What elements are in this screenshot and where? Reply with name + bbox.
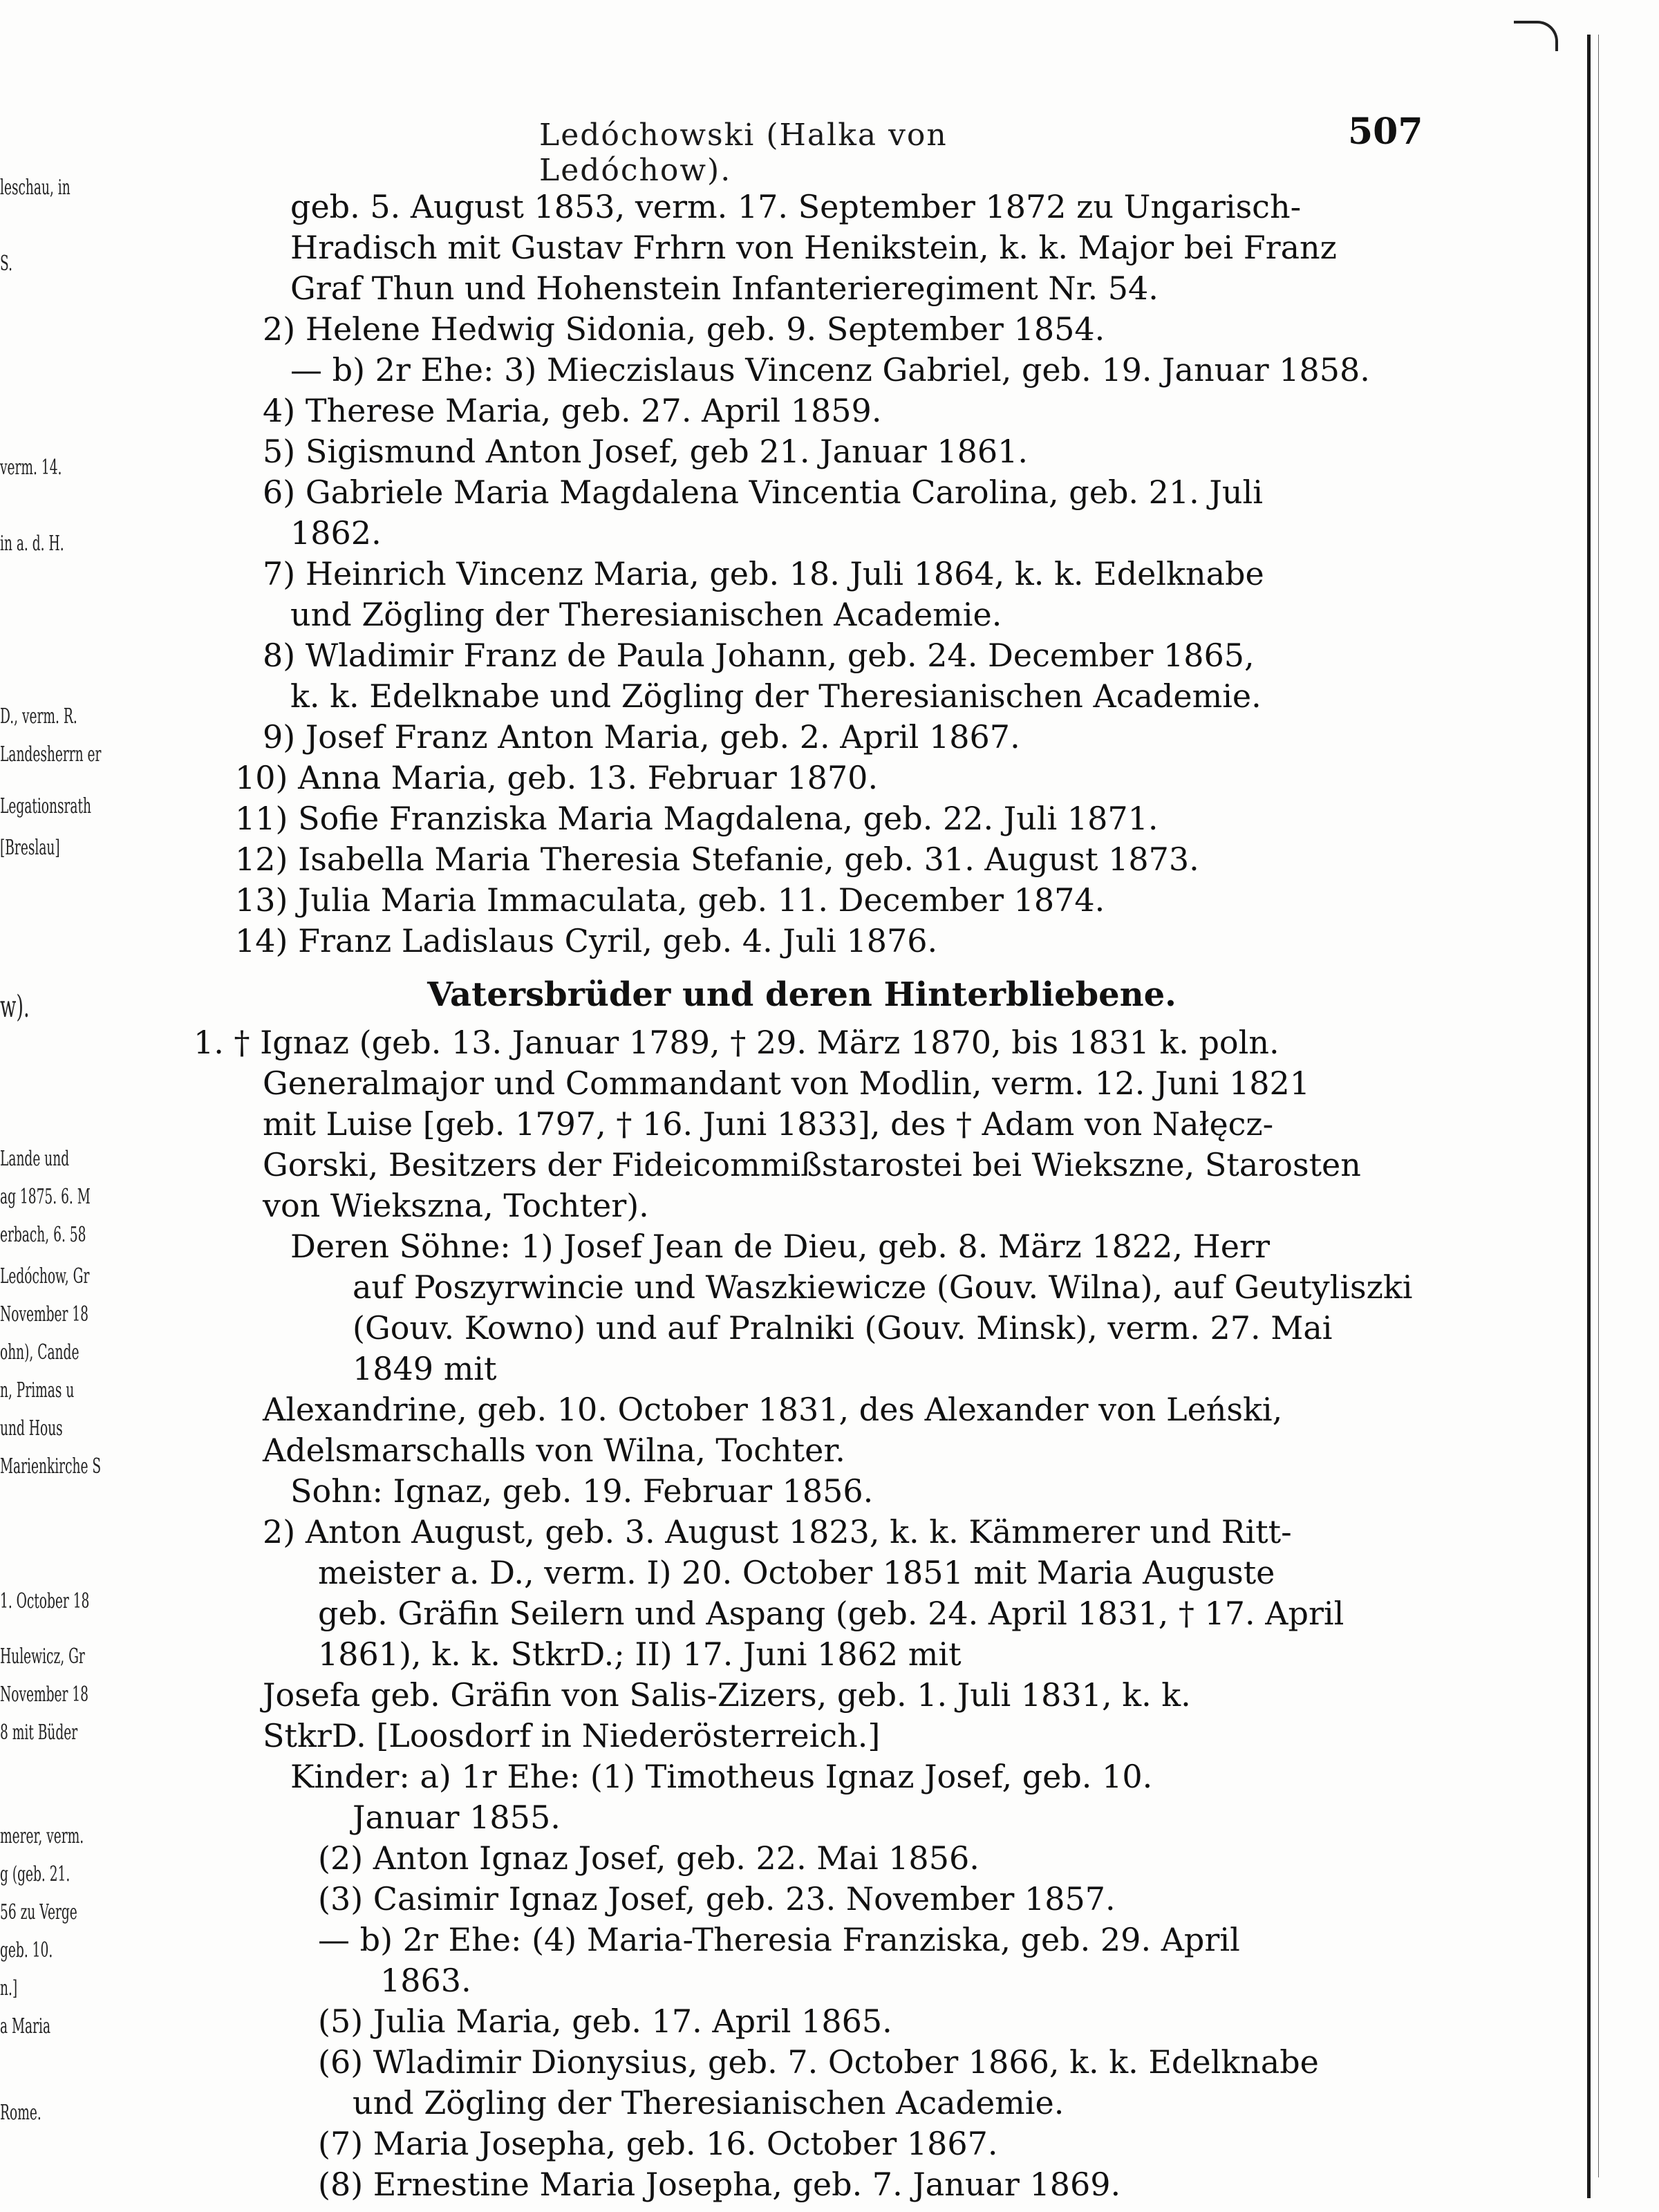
text-line: (2) Anton Ignaz Josef, geb. 22. Mai 1856. <box>318 1839 980 1877</box>
text-line: mit Luise [geb. 1797, † 16. Juni 1833], des † Adam von Nałęcz- <box>263 1105 1274 1143</box>
text-line: 9) Josef Franz Anton Maria, geb. 2. April 1867. <box>263 718 1020 756</box>
text-line: Alexandrine, geb. 10. October 1831, des Alexander von Leński, <box>263 1391 1283 1428</box>
text-line: von Wiekszna, Tochter). <box>263 1187 649 1224</box>
text-line: Deren Söhne: 1) Josef Jean de Dieu, geb. 8. März 1822, Herr <box>290 1228 1270 1265</box>
margin-fragment: 1. October 18 <box>0 1589 90 1613</box>
margin-fragment: n, Primas u <box>0 1378 75 1403</box>
text-line: 2) Helene Hedwig Sidonia, geb. 9. September 1854. <box>263 310 1105 348</box>
text-line: 1863. <box>380 1962 471 1999</box>
margin-fragment: verm. 14. <box>0 456 62 480</box>
margin-fragment: Rome. <box>0 2101 41 2125</box>
text-line: und Zögling der Theresianischen Academie. <box>290 596 1002 633</box>
text-line: Kinder: a) 1r Ehe: (1) Timotheus Ignaz Josef, geb. 10. <box>290 1758 1153 1795</box>
text-line: Gorski, Besitzers der Fideicommißstarostei bei Wiekszne, Starosten <box>263 1146 1361 1183</box>
margin-fragment: a Maria <box>0 2014 51 2038</box>
margin-fragment: ohn), Cande <box>0 1340 79 1365</box>
text-line: Graf Thun und Hohenstein Infanterieregiment Nr. 54. <box>290 270 1159 307</box>
text-line: (8) Ernestine Maria Josepha, geb. 7. Januar 1869. <box>318 2166 1121 2203</box>
text-line: geb. 5. August 1853, verm. 17. September 1872 zu Ungarisch- <box>290 188 1302 225</box>
text-line: auf Poszyrwincie und Waszkiewicze (Gouv. Wilna), auf Geutyliszki <box>353 1268 1413 1306</box>
margin-fragment: merer, verm. <box>0 1824 84 1848</box>
text-line: 1. † Ignaz (geb. 13. Januar 1789, † 29. März 1870, bis 1831 k. poln. <box>194 1024 1280 1061</box>
text-line: 13) Julia Maria Immaculata, geb. 11. December 1874. <box>235 881 1105 919</box>
text-line: — b) 2r Ehe: (4) Maria-Theresia Franziska, geb. 29. April <box>318 1921 1240 1958</box>
margin-fragment: S. <box>0 252 12 276</box>
text-line: 7) Heinrich Vincenz Maria, geb. 18. Juli 1864, k. k. Edelknabe <box>263 555 1264 592</box>
text-line: 1849 mit <box>353 1350 497 1387</box>
text-line: 12) Isabella Maria Theresia Stefanie, geb. 31. August 1873. <box>235 841 1199 878</box>
text-line: Josefa geb. Gräfin von Salis-Zizers, geb. 1. Juli 1831, k. k. <box>263 1676 1191 1714</box>
margin-fragment: [Breslau] <box>0 836 60 860</box>
text-line: Hradisch mit Gustav Frhrn von Henikstein, k. k. Major bei Franz <box>290 229 1337 266</box>
margin-fragment: geb. 10. <box>0 1938 53 1962</box>
margin-fragment: g (geb. 21. <box>0 1862 71 1886</box>
text-line: 1862. <box>290 514 382 552</box>
margin-fragment: Hulewicz, Gr <box>0 1644 85 1669</box>
text-line: 6) Gabriele Maria Magdalena Vincentia Carolina, geb. 21. Juli <box>263 474 1263 511</box>
margin-fragment: w). <box>0 989 30 1024</box>
margin-fragment: 8 mit Büder <box>0 1721 78 1745</box>
text-line: — b) 2r Ehe: 3) Mieczislaus Vincenz Gabriel, geb. 19. Januar 1858. <box>290 351 1370 388</box>
text-line: Januar 1855. <box>353 1799 561 1836</box>
text-line: StkrD. [Loosdorf in Niederösterreich.] <box>263 1717 881 1754</box>
text-line: 10) Anna Maria, geb. 13. Februar 1870. <box>235 759 879 796</box>
text-line: meister a. D., verm. I) 20. October 1851 mit Maria Auguste <box>318 1554 1275 1591</box>
text-line: (5) Julia Maria, geb. 17. April 1865. <box>318 2003 892 2040</box>
section-heading: Vatersbrüder und deren Hinterbliebene. <box>427 975 1177 1014</box>
margin-fragment: 56 zu Verge <box>0 1900 77 1924</box>
text-line: k. k. Edelknabe und Zögling der Theresianischen Academie. <box>290 677 1262 715</box>
text-line: Sohn: Ignaz, geb. 19. Februar 1856. <box>290 1472 874 1510</box>
text-line: 8) Wladimir Franz de Paula Johann, geb. 24. December 1865, <box>263 637 1255 674</box>
text-line: 1861), k. k. StkrD.; II) 17. Juni 1862 mit <box>318 1635 962 1673</box>
text-line: 2) Anton August, geb. 3. August 1823, k. k. Kämmerer und Ritt- <box>263 1513 1292 1550</box>
margin-fragment: in a. d. H. <box>0 532 64 556</box>
text-line: (7) Maria Josepha, geb. 16. October 1867. <box>318 2125 998 2162</box>
text-line: Adelsmarschalls von Wilna, Tochter. <box>263 1432 845 1469</box>
text-line: (Gouv. Kowno) und auf Pralniki (Gouv. Minsk), verm. 27. Mai <box>353 1309 1333 1347</box>
text-line: geb. Gräfin Seilern und Aspang (geb. 24. April 1831, † 17. April <box>318 1595 1344 1632</box>
text-line: 11) Sofie Franziska Maria Magdalena, geb. 22. Juli 1871. <box>235 800 1159 837</box>
page-body <box>194 187 1413 2205</box>
margin-fragment: November 18 <box>0 1683 89 1707</box>
margin-fragment: leschau, in <box>0 176 71 200</box>
margin-fragment: Lande und <box>0 1147 70 1171</box>
margin-fragment: erbach, 6. 58 <box>0 1223 86 1247</box>
binding-edge <box>1587 35 1591 2198</box>
text-line: und Zögling der Theresianischen Academie. <box>353 2084 1065 2121</box>
text-line: 14) Franz Ladislaus Cyril, geb. 4. Juli 1876. <box>235 922 938 959</box>
margin-fragment: Legationsrath <box>0 794 91 818</box>
margin-fragment: Ledóchow, Gr <box>0 1264 90 1288</box>
text-line: Generalmajor und Commandant von Modlin, verm. 12. Juni 1821 <box>263 1065 1311 1102</box>
margin-fragment: n.] <box>0 1976 18 2000</box>
facing-page-margin <box>0 0 124 2212</box>
page-corner-mark <box>1514 21 1558 51</box>
text-line: 4) Therese Maria, geb. 27. April 1859. <box>263 392 882 429</box>
margin-fragment: Marienkirche S <box>0 1454 102 1479</box>
margin-fragment: und Hous <box>0 1416 63 1441</box>
margin-fragment: November 18 <box>0 1302 89 1327</box>
margin-fragment: D., verm. R. <box>0 704 77 729</box>
text-line: (6) Wladimir Dionysius, geb. 7. October 1866, k. k. Edelknabe <box>318 2043 1319 2081</box>
page-number: 507 <box>1348 111 1423 153</box>
margin-fragment: Landesherrn er <box>0 742 102 767</box>
running-title: Ledóchowski (Halka von Ledóchow). <box>539 118 948 188</box>
margin-fragment: ag 1875. 6. M <box>0 1185 91 1209</box>
text-line: 5) Sigismund Anton Josef, geb 21. Januar 1861. <box>263 433 1028 470</box>
text-line: (3) Casimir Ignaz Josef, geb. 23. November 1857. <box>318 1880 1116 1918</box>
binding-edge-thin <box>1598 35 1599 2177</box>
